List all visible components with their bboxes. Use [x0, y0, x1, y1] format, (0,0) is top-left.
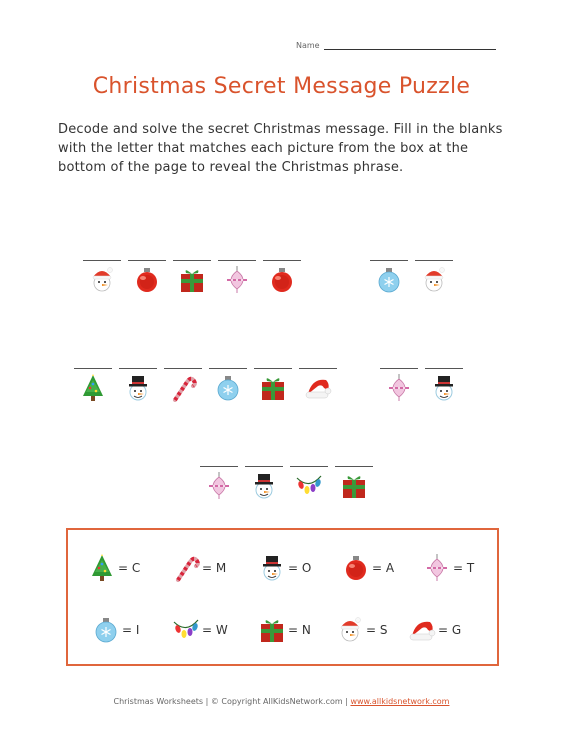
letter-slot[interactable]	[290, 466, 328, 514]
candy-cane-icon	[172, 554, 200, 582]
lights-icon	[172, 616, 200, 644]
key-entry	[336, 616, 388, 644]
letter-slot[interactable]	[128, 260, 166, 308]
letter-slot[interactable]	[380, 368, 418, 416]
answer-blank[interactable]	[173, 260, 211, 261]
letter-slot[interactable]	[164, 368, 202, 416]
key-entry	[258, 616, 311, 644]
key-entry	[408, 616, 461, 644]
key-letter: = T	[453, 561, 475, 575]
letter-slot[interactable]	[74, 368, 112, 416]
letter-slot[interactable]	[209, 368, 247, 416]
answer-blank[interactable]	[415, 260, 453, 261]
answer-blank[interactable]	[425, 368, 463, 369]
candy-cane-icon	[169, 374, 197, 402]
answer-blank[interactable]	[380, 368, 418, 369]
footer-link[interactable]: www.allkidsnetwork.com	[350, 697, 450, 706]
bauble-icon	[385, 374, 413, 402]
letter-slot[interactable]	[119, 368, 157, 416]
santa-hat-icon	[304, 374, 332, 402]
footer-copyright: Christmas Worksheets | © Copyright AllKidsNetwork.com |	[113, 697, 351, 706]
answer-blank[interactable]	[119, 368, 157, 369]
letter-slot[interactable]	[415, 260, 453, 308]
letter-slot[interactable]	[83, 260, 121, 308]
top-hat-snowman-icon	[124, 374, 152, 402]
answer-blank[interactable]	[209, 368, 247, 369]
instructions: Decode and solve the secret Christmas message. Fill in the blanks with the letter that matches each picture from the box at the bottom of the page to reveal the Christmas phrase.	[58, 122, 503, 175]
answer-blank[interactable]	[74, 368, 112, 369]
ornament-icon	[268, 266, 296, 294]
letter-slot[interactable]	[299, 368, 337, 416]
key-letter: = I	[122, 623, 140, 637]
letter-slot[interactable]	[425, 368, 463, 416]
key-letter: = C	[118, 561, 141, 575]
answer-blank[interactable]	[164, 368, 202, 369]
letter-slot[interactable]	[254, 368, 292, 416]
answer-key-box	[66, 528, 499, 666]
gift-icon	[258, 616, 286, 644]
lights-icon	[295, 472, 323, 500]
letter-slot[interactable]	[245, 466, 283, 514]
blue-ornament-icon	[375, 266, 403, 294]
letter-slot[interactable]	[200, 466, 238, 514]
key-entry	[172, 616, 228, 644]
blue-ornament-icon	[92, 616, 120, 644]
gift-icon	[340, 472, 368, 500]
santa-hat-icon	[408, 616, 436, 644]
key-letter: = N	[288, 623, 311, 637]
key-letter: = W	[202, 623, 228, 637]
answer-blank[interactable]	[290, 466, 328, 467]
top-hat-snowman-icon	[258, 554, 286, 582]
key-entry	[342, 554, 394, 582]
letter-slot[interactable]	[370, 260, 408, 308]
answer-blank[interactable]	[254, 368, 292, 369]
key-entry	[258, 554, 311, 582]
bauble-icon	[223, 266, 251, 294]
key-letter: = S	[366, 623, 388, 637]
key-letter: = A	[372, 561, 395, 575]
footer	[0, 697, 563, 706]
letter-slot[interactable]	[263, 260, 301, 308]
letter-slot[interactable]	[218, 260, 256, 308]
snowman-icon	[420, 266, 448, 294]
tree-icon	[79, 374, 107, 402]
key-entry	[172, 554, 226, 582]
name-field[interactable]	[296, 41, 496, 50]
answer-blank[interactable]	[299, 368, 337, 369]
answer-blank[interactable]	[218, 260, 256, 261]
top-hat-snowman-icon	[250, 472, 278, 500]
answer-blank[interactable]	[200, 466, 238, 467]
bauble-icon	[423, 554, 451, 582]
letter-slot[interactable]	[335, 466, 373, 514]
name-line[interactable]	[324, 41, 496, 50]
key-letter: = M	[202, 561, 227, 575]
bauble-icon	[205, 472, 233, 500]
key-entry	[88, 554, 140, 582]
top-hat-snowman-icon	[430, 374, 458, 402]
answer-blank[interactable]	[335, 466, 373, 467]
answer-blank[interactable]	[128, 260, 166, 261]
gift-icon	[178, 266, 206, 294]
answer-blank[interactable]	[83, 260, 121, 261]
letter-slot[interactable]	[173, 260, 211, 308]
key-letter: = G	[438, 623, 462, 637]
answer-blank[interactable]	[370, 260, 408, 261]
name-label: Name	[296, 41, 320, 50]
snowman-icon	[336, 616, 364, 644]
page-title: Christmas Secret Message Puzzle	[92, 74, 471, 99]
answer-blank[interactable]	[245, 466, 283, 467]
tree-icon	[88, 554, 116, 582]
snowman-icon	[88, 266, 116, 294]
ornament-icon	[342, 554, 370, 582]
key-entry	[423, 554, 474, 582]
ornament-icon	[133, 266, 161, 294]
gift-icon	[259, 374, 287, 402]
answer-blank[interactable]	[263, 260, 301, 261]
key-entry	[92, 616, 139, 644]
blue-ornament-icon	[214, 374, 242, 402]
key-letter: = O	[288, 561, 312, 575]
